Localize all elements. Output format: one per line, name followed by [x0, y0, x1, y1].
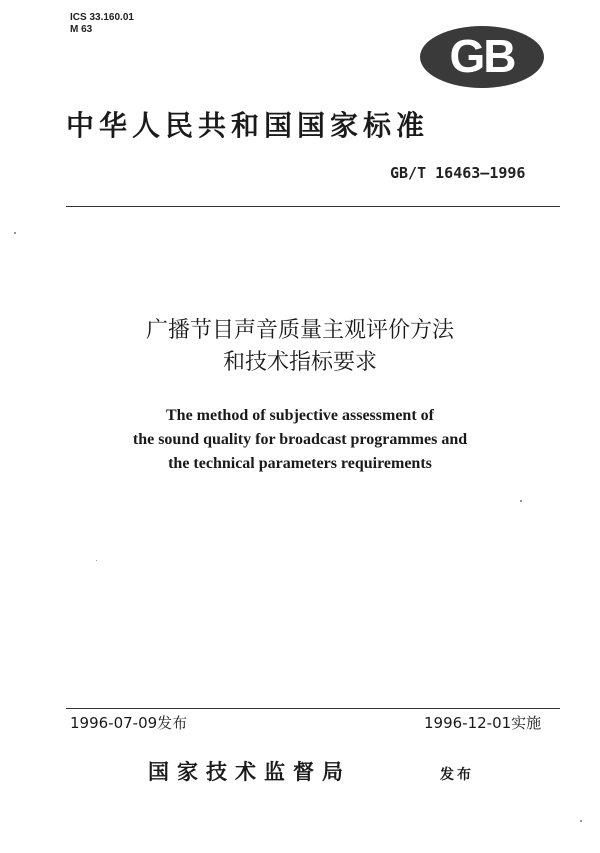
english-title-line-1: The method of subjective assessment of [166, 407, 434, 424]
gb-logo-text: GB [449, 30, 515, 82]
ccs-code: M 63 [70, 24, 93, 35]
classification-codes [70, 12, 134, 36]
chinese-title-line-2: 和技术指标要求 [222, 350, 377, 375]
bottom-divider [66, 708, 560, 709]
scan-speck [520, 500, 522, 502]
scan-speck [580, 820, 582, 822]
english-title-line-3: the technical parameters requirements [168, 455, 432, 472]
gb-logo-icon [418, 24, 546, 90]
page-title: 中华人民共和国国家标准 [66, 109, 430, 142]
standard-number: GB/T 16463—1996 [390, 164, 526, 182]
top-divider [66, 206, 560, 207]
english-title-line-2: the sound quality for broadcast programmes and [132, 431, 468, 448]
ics-code: ICS 33.160.01 [70, 12, 134, 23]
chinese-title-line-1: 广播节目声音质量主观评价方法 [145, 318, 454, 343]
issuing-authority: 国家技术监督局 [148, 760, 351, 784]
implementation-date: 1996-12-01实施 [424, 714, 542, 732]
scan-speck [96, 560, 97, 561]
issuer-action-label: 发布 [440, 767, 474, 783]
scan-speck [14, 232, 16, 234]
issue-date: 1996-07-09发布 [70, 714, 188, 732]
